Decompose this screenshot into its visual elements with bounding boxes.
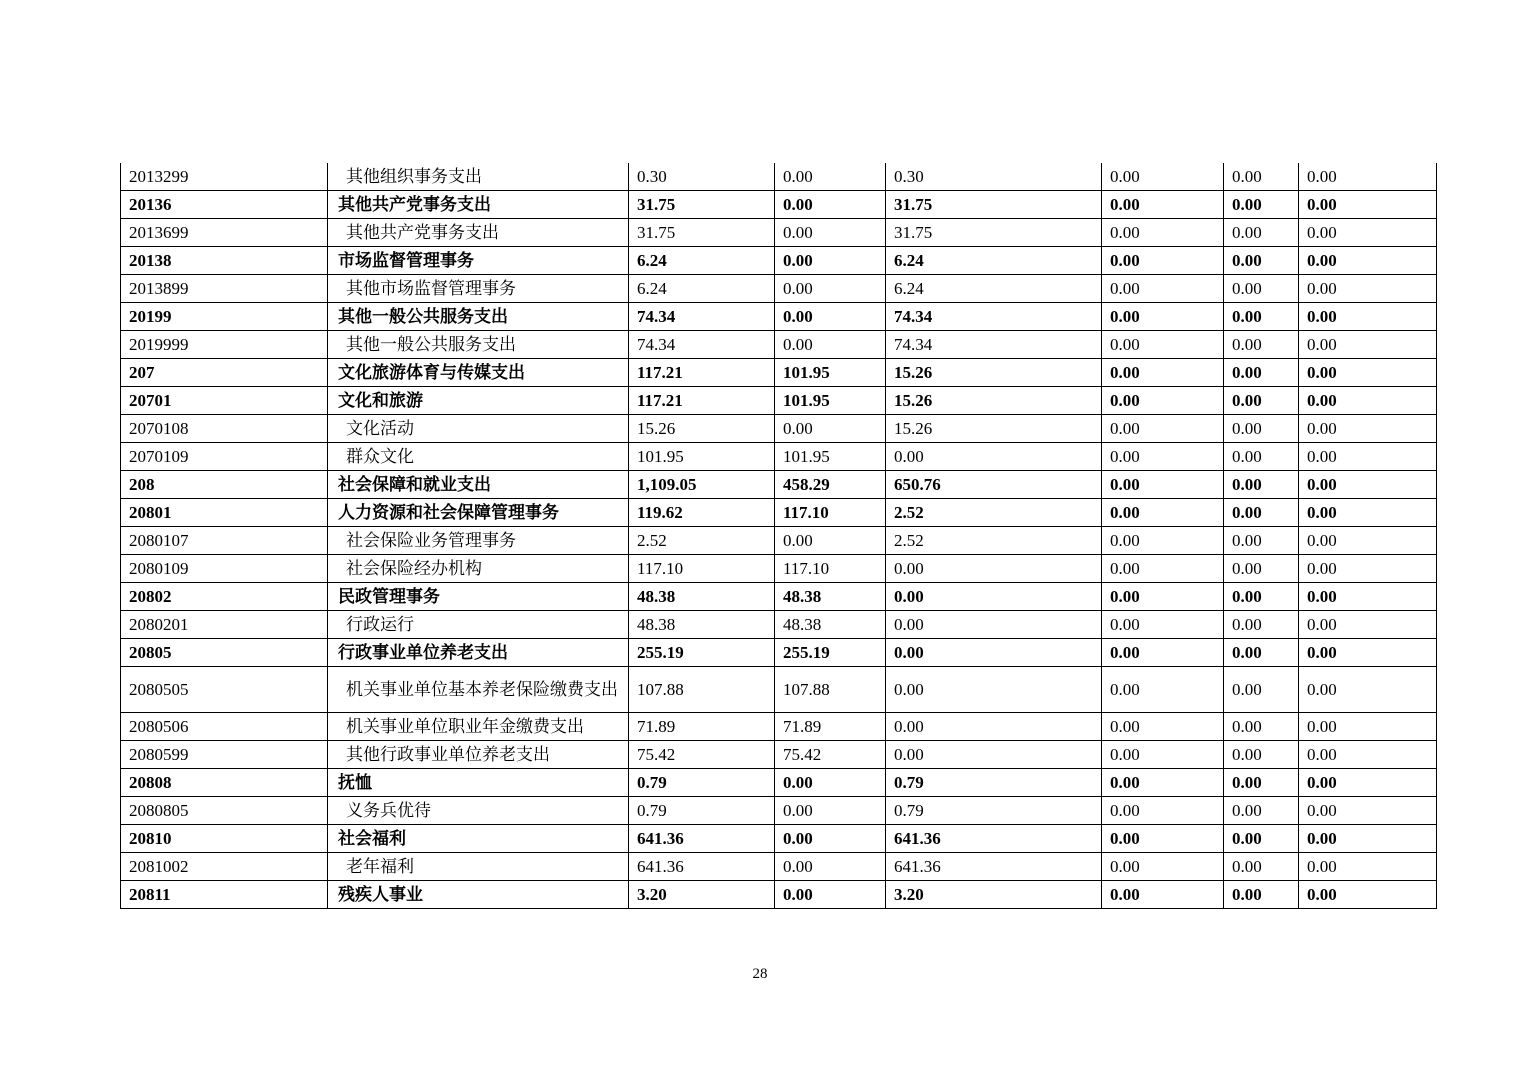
value-cell-5: 0.00	[1224, 797, 1299, 825]
project-expenditure-cell: 2.52	[886, 499, 1102, 527]
total-cell: 117.21	[629, 387, 775, 415]
project-expenditure-cell: 0.79	[886, 797, 1102, 825]
total-cell: 75.42	[629, 741, 775, 769]
value-cell-4: 0.00	[1102, 303, 1224, 331]
value-cell-6: 0.00	[1299, 713, 1437, 741]
table-row	[121, 303, 1437, 331]
value-cell-6: 0.00	[1299, 769, 1437, 797]
item-name-cell: 其他一般公共服务支出	[328, 303, 629, 331]
project-expenditure-cell: 15.26	[886, 387, 1102, 415]
project-expenditure-cell: 15.26	[886, 359, 1102, 387]
value-cell-4: 0.00	[1102, 667, 1224, 713]
page-number: 28	[752, 966, 768, 982]
code-cell: 20701	[121, 387, 328, 415]
item-name-cell: 社会保障和就业支出	[328, 471, 629, 499]
table-row	[121, 639, 1437, 667]
value-cell-4: 0.00	[1102, 163, 1224, 191]
value-cell-5: 0.00	[1224, 387, 1299, 415]
value-cell-6: 0.00	[1299, 163, 1437, 191]
basic-expenditure-cell: 0.00	[775, 881, 886, 909]
project-expenditure-cell: 6.24	[886, 275, 1102, 303]
project-expenditure-cell: 0.00	[886, 667, 1102, 713]
project-expenditure-cell: 650.76	[886, 471, 1102, 499]
item-name-cell: 市场监督管理事务	[328, 247, 629, 275]
code-cell: 2019999	[121, 331, 328, 359]
project-expenditure-cell: 641.36	[886, 825, 1102, 853]
basic-expenditure-cell: 0.00	[775, 527, 886, 555]
code-cell: 2070109	[121, 443, 328, 471]
total-cell: 74.34	[629, 303, 775, 331]
table-row	[121, 713, 1437, 741]
basic-expenditure-cell: 458.29	[775, 471, 886, 499]
basic-expenditure-cell: 0.00	[775, 331, 886, 359]
value-cell-6: 0.00	[1299, 667, 1437, 713]
value-cell-6: 0.00	[1299, 219, 1437, 247]
code-cell: 2013299	[121, 163, 328, 191]
project-expenditure-cell: 0.00	[886, 741, 1102, 769]
value-cell-4: 0.00	[1102, 881, 1224, 909]
table-row	[121, 247, 1437, 275]
value-cell-5: 0.00	[1224, 247, 1299, 275]
value-cell-6: 0.00	[1299, 499, 1437, 527]
total-cell: 2.52	[629, 527, 775, 555]
value-cell-5: 0.00	[1224, 713, 1299, 741]
total-cell: 3.20	[629, 881, 775, 909]
value-cell-6: 0.00	[1299, 303, 1437, 331]
value-cell-5: 0.00	[1224, 415, 1299, 443]
value-cell-4: 0.00	[1102, 219, 1224, 247]
value-cell-6: 0.00	[1299, 247, 1437, 275]
value-cell-6: 0.00	[1299, 639, 1437, 667]
basic-expenditure-cell: 117.10	[775, 555, 886, 583]
total-cell: 6.24	[629, 247, 775, 275]
value-cell-5: 0.00	[1224, 825, 1299, 853]
total-cell: 0.79	[629, 769, 775, 797]
total-cell: 74.34	[629, 331, 775, 359]
total-cell: 48.38	[629, 583, 775, 611]
total-cell: 101.95	[629, 443, 775, 471]
value-cell-5: 0.00	[1224, 331, 1299, 359]
basic-expenditure-cell: 0.00	[775, 275, 886, 303]
value-cell-5: 0.00	[1224, 555, 1299, 583]
value-cell-4: 0.00	[1102, 247, 1224, 275]
table-row	[121, 583, 1437, 611]
value-cell-5: 0.00	[1224, 359, 1299, 387]
project-expenditure-cell: 2.52	[886, 527, 1102, 555]
table-row	[121, 387, 1437, 415]
value-cell-4: 0.00	[1102, 583, 1224, 611]
code-cell: 2080599	[121, 741, 328, 769]
table-row	[121, 853, 1437, 881]
item-name-cell: 其他共产党事务支出	[328, 219, 629, 247]
table-body	[121, 163, 1437, 909]
code-cell: 2080805	[121, 797, 328, 825]
item-name-cell: 其他一般公共服务支出	[328, 331, 629, 359]
total-cell: 107.88	[629, 667, 775, 713]
code-cell: 2080505	[121, 667, 328, 713]
total-cell: 641.36	[629, 853, 775, 881]
value-cell-6: 0.00	[1299, 583, 1437, 611]
project-expenditure-cell: 3.20	[886, 881, 1102, 909]
basic-expenditure-cell: 0.00	[775, 825, 886, 853]
value-cell-6: 0.00	[1299, 881, 1437, 909]
value-cell-6: 0.00	[1299, 191, 1437, 219]
value-cell-6: 0.00	[1299, 797, 1437, 825]
total-cell: 0.79	[629, 797, 775, 825]
item-name-cell: 机关事业单位职业年金缴费支出	[328, 713, 629, 741]
table-row	[121, 499, 1437, 527]
total-cell: 15.26	[629, 415, 775, 443]
value-cell-5: 0.00	[1224, 881, 1299, 909]
value-cell-5: 0.00	[1224, 275, 1299, 303]
total-cell: 31.75	[629, 191, 775, 219]
value-cell-4: 0.00	[1102, 825, 1224, 853]
table-row	[121, 611, 1437, 639]
item-name-cell: 行政事业单位养老支出	[328, 639, 629, 667]
code-cell: 20136	[121, 191, 328, 219]
value-cell-4: 0.00	[1102, 275, 1224, 303]
basic-expenditure-cell: 101.95	[775, 359, 886, 387]
value-cell-4: 0.00	[1102, 527, 1224, 555]
value-cell-6: 0.00	[1299, 359, 1437, 387]
item-name-cell: 文化旅游体育与传媒支出	[328, 359, 629, 387]
basic-expenditure-cell: 0.00	[775, 191, 886, 219]
value-cell-5: 0.00	[1224, 163, 1299, 191]
table-row	[121, 527, 1437, 555]
value-cell-4: 0.00	[1102, 443, 1224, 471]
project-expenditure-cell: 0.79	[886, 769, 1102, 797]
item-name-cell: 其他共产党事务支出	[328, 191, 629, 219]
basic-expenditure-cell: 71.89	[775, 713, 886, 741]
value-cell-6: 0.00	[1299, 471, 1437, 499]
item-name-cell: 文化活动	[328, 415, 629, 443]
project-expenditure-cell: 0.00	[886, 611, 1102, 639]
table-row	[121, 825, 1437, 853]
value-cell-5: 0.00	[1224, 527, 1299, 555]
item-name-cell: 社会保险经办机构	[328, 555, 629, 583]
value-cell-4: 0.00	[1102, 639, 1224, 667]
table-row	[121, 359, 1437, 387]
code-cell: 20811	[121, 881, 328, 909]
value-cell-5: 0.00	[1224, 471, 1299, 499]
table-row	[121, 555, 1437, 583]
value-cell-6: 0.00	[1299, 825, 1437, 853]
value-cell-6: 0.00	[1299, 611, 1437, 639]
project-expenditure-cell: 31.75	[886, 191, 1102, 219]
project-expenditure-cell: 6.24	[886, 247, 1102, 275]
total-cell: 71.89	[629, 713, 775, 741]
value-cell-5: 0.00	[1224, 583, 1299, 611]
basic-expenditure-cell: 0.00	[775, 797, 886, 825]
table-row	[121, 191, 1437, 219]
total-cell: 31.75	[629, 219, 775, 247]
item-name-cell: 残疾人事业	[328, 881, 629, 909]
basic-expenditure-cell: 0.00	[775, 415, 886, 443]
code-cell: 2080506	[121, 713, 328, 741]
value-cell-5: 0.00	[1224, 303, 1299, 331]
value-cell-4: 0.00	[1102, 769, 1224, 797]
value-cell-4: 0.00	[1102, 415, 1224, 443]
basic-expenditure-cell: 107.88	[775, 667, 886, 713]
code-cell: 2080201	[121, 611, 328, 639]
table-row	[121, 415, 1437, 443]
value-cell-5: 0.00	[1224, 639, 1299, 667]
total-cell: 117.21	[629, 359, 775, 387]
basic-expenditure-cell: 0.00	[775, 303, 886, 331]
item-name-cell: 文化和旅游	[328, 387, 629, 415]
value-cell-5: 0.00	[1224, 741, 1299, 769]
project-expenditure-cell: 74.34	[886, 303, 1102, 331]
total-cell: 641.36	[629, 825, 775, 853]
item-name-cell: 人力资源和社会保障管理事务	[328, 499, 629, 527]
table-row	[121, 769, 1437, 797]
budget-expenditure-table	[120, 163, 1437, 909]
item-name-cell: 其他组织事务支出	[328, 163, 629, 191]
project-expenditure-cell: 0.30	[886, 163, 1102, 191]
value-cell-6: 0.00	[1299, 331, 1437, 359]
project-expenditure-cell: 0.00	[886, 583, 1102, 611]
basic-expenditure-cell: 0.00	[775, 219, 886, 247]
code-cell: 20801	[121, 499, 328, 527]
item-name-cell: 社会保险业务管理事务	[328, 527, 629, 555]
value-cell-4: 0.00	[1102, 387, 1224, 415]
total-cell: 48.38	[629, 611, 775, 639]
value-cell-5: 0.00	[1224, 191, 1299, 219]
value-cell-6: 0.00	[1299, 853, 1437, 881]
code-cell: 207	[121, 359, 328, 387]
total-cell: 119.62	[629, 499, 775, 527]
code-cell: 2013699	[121, 219, 328, 247]
table-row	[121, 163, 1437, 191]
project-expenditure-cell: 74.34	[886, 331, 1102, 359]
table-row	[121, 331, 1437, 359]
item-name-cell: 老年福利	[328, 853, 629, 881]
project-expenditure-cell: 31.75	[886, 219, 1102, 247]
value-cell-5: 0.00	[1224, 219, 1299, 247]
code-cell: 20810	[121, 825, 328, 853]
item-name-cell: 民政管理事务	[328, 583, 629, 611]
table-row	[121, 275, 1437, 303]
basic-expenditure-cell: 101.95	[775, 387, 886, 415]
code-cell: 20138	[121, 247, 328, 275]
item-name-cell: 义务兵优待	[328, 797, 629, 825]
code-cell: 2013899	[121, 275, 328, 303]
value-cell-4: 0.00	[1102, 191, 1224, 219]
table-row	[121, 219, 1437, 247]
item-name-cell: 社会福利	[328, 825, 629, 853]
project-expenditure-cell: 641.36	[886, 853, 1102, 881]
table-row	[121, 741, 1437, 769]
value-cell-6: 0.00	[1299, 527, 1437, 555]
value-cell-4: 0.00	[1102, 741, 1224, 769]
basic-expenditure-cell: 48.38	[775, 583, 886, 611]
value-cell-4: 0.00	[1102, 471, 1224, 499]
code-cell: 2080107	[121, 527, 328, 555]
item-name-cell: 机关事业单位基本养老保险缴费支出	[328, 667, 629, 713]
value-cell-5: 0.00	[1224, 443, 1299, 471]
project-expenditure-cell: 0.00	[886, 639, 1102, 667]
value-cell-6: 0.00	[1299, 387, 1437, 415]
value-cell-4: 0.00	[1102, 797, 1224, 825]
total-cell: 1,109.05	[629, 471, 775, 499]
basic-expenditure-cell: 0.00	[775, 853, 886, 881]
total-cell: 6.24	[629, 275, 775, 303]
basic-expenditure-cell: 0.00	[775, 163, 886, 191]
total-cell: 117.10	[629, 555, 775, 583]
value-cell-6: 0.00	[1299, 415, 1437, 443]
value-cell-6: 0.00	[1299, 443, 1437, 471]
code-cell: 20805	[121, 639, 328, 667]
code-cell: 20802	[121, 583, 328, 611]
basic-expenditure-cell: 0.00	[775, 247, 886, 275]
value-cell-4: 0.00	[1102, 713, 1224, 741]
value-cell-6: 0.00	[1299, 741, 1437, 769]
item-name-cell: 群众文化	[328, 443, 629, 471]
code-cell: 2070108	[121, 415, 328, 443]
value-cell-5: 0.00	[1224, 499, 1299, 527]
value-cell-5: 0.00	[1224, 769, 1299, 797]
total-cell: 0.30	[629, 163, 775, 191]
total-cell: 255.19	[629, 639, 775, 667]
table-row	[121, 881, 1437, 909]
project-expenditure-cell: 15.26	[886, 415, 1102, 443]
code-cell: 20199	[121, 303, 328, 331]
value-cell-4: 0.00	[1102, 359, 1224, 387]
table-row	[121, 797, 1437, 825]
table-row	[121, 471, 1437, 499]
value-cell-4: 0.00	[1102, 611, 1224, 639]
item-name-cell: 其他行政事业单位养老支出	[328, 741, 629, 769]
project-expenditure-cell: 0.00	[886, 713, 1102, 741]
table-row	[121, 667, 1437, 713]
code-cell: 208	[121, 471, 328, 499]
basic-expenditure-cell: 255.19	[775, 639, 886, 667]
value-cell-6: 0.00	[1299, 555, 1437, 583]
value-cell-6: 0.00	[1299, 275, 1437, 303]
code-cell: 2080109	[121, 555, 328, 583]
code-cell: 2081002	[121, 853, 328, 881]
item-name-cell: 行政运行	[328, 611, 629, 639]
table-row	[121, 443, 1437, 471]
basic-expenditure-cell: 48.38	[775, 611, 886, 639]
project-expenditure-cell: 0.00	[886, 443, 1102, 471]
value-cell-4: 0.00	[1102, 331, 1224, 359]
project-expenditure-cell: 0.00	[886, 555, 1102, 583]
value-cell-4: 0.00	[1102, 853, 1224, 881]
value-cell-4: 0.00	[1102, 555, 1224, 583]
basic-expenditure-cell: 0.00	[775, 769, 886, 797]
basic-expenditure-cell: 75.42	[775, 741, 886, 769]
code-cell: 20808	[121, 769, 328, 797]
item-name-cell: 抚恤	[328, 769, 629, 797]
basic-expenditure-cell: 101.95	[775, 443, 886, 471]
value-cell-5: 0.00	[1224, 667, 1299, 713]
value-cell-5: 0.00	[1224, 853, 1299, 881]
item-name-cell: 其他市场监督管理事务	[328, 275, 629, 303]
value-cell-5: 0.00	[1224, 611, 1299, 639]
value-cell-4: 0.00	[1102, 499, 1224, 527]
basic-expenditure-cell: 117.10	[775, 499, 886, 527]
